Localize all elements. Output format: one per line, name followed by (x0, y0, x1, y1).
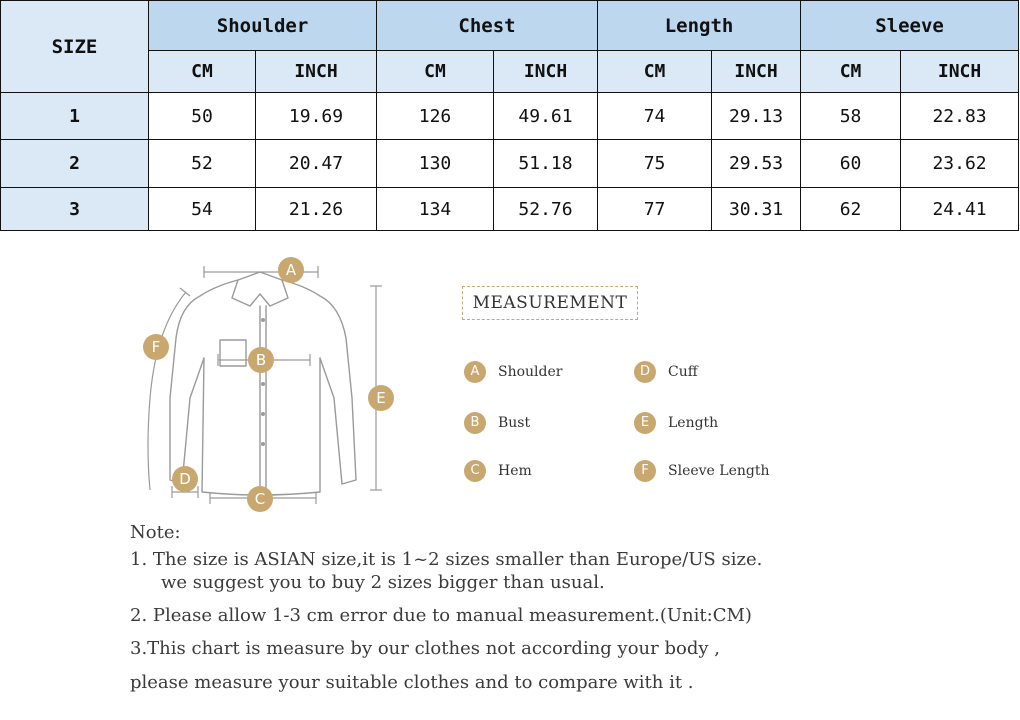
size-cell: 3 (1, 188, 149, 231)
value-cell: 19.69 (256, 93, 377, 140)
legend-badge: E (634, 412, 656, 434)
unit-inch: INCH (494, 51, 598, 93)
table-row (1, 140, 1019, 188)
value-cell: 52.76 (494, 188, 598, 231)
size-cell: 1 (1, 93, 149, 140)
value-cell: 52 (149, 140, 256, 188)
value-cell: 22.83 (901, 93, 1019, 140)
legend-item-length (634, 410, 718, 436)
legend-item-sleeve-length (634, 458, 770, 484)
header-chest: Chest (377, 1, 598, 51)
value-cell: 21.26 (256, 188, 377, 231)
legend-label: Cuff (668, 364, 698, 380)
size-header: SIZE (1, 1, 149, 93)
value-cell: 77 (598, 188, 712, 231)
value-cell: 58 (801, 93, 901, 140)
table-row (1, 188, 1019, 231)
note-line-1b: we suggest you to buy 2 sizes bigger than usual. (161, 572, 605, 593)
shirt-outline-icon (120, 248, 420, 518)
legend-item-cuff (634, 359, 698, 385)
legend-item-hem (464, 458, 532, 484)
badge-a: A (278, 257, 304, 283)
notes-heading: Note: (130, 522, 181, 543)
value-cell: 50 (149, 93, 256, 140)
table-row (1, 93, 1019, 140)
badge-e: E (368, 385, 394, 411)
value-cell: 126 (377, 93, 494, 140)
legend-label: Bust (498, 415, 531, 431)
legend-label: Length (668, 415, 719, 431)
value-cell: 51.18 (494, 140, 598, 188)
note-line-2: 2. Please allow 1-3 cm error due to manual measurement.(Unit:CM) (130, 605, 752, 626)
value-cell: 29.13 (712, 93, 801, 140)
badge-f: F (143, 334, 169, 360)
note-line-3: 3.This chart is measure by our clothes not according your body , (130, 638, 720, 659)
value-cell: 54 (149, 188, 256, 231)
legend-badge: B (464, 412, 486, 434)
unit-inch: INCH (712, 51, 801, 93)
unit-inch: INCH (901, 51, 1019, 93)
value-cell: 24.41 (901, 188, 1019, 231)
unit-cm: CM (149, 51, 256, 93)
value-cell: 29.53 (712, 140, 801, 188)
measurement-title: MEASUREMENT (462, 286, 638, 320)
unit-inch: INCH (256, 51, 377, 93)
legend-item-bust (464, 410, 530, 436)
value-cell: 20.47 (256, 140, 377, 188)
legend-badge: F (634, 460, 656, 482)
size-cell: 2 (1, 140, 149, 188)
badge-c: C (247, 486, 273, 512)
shirt-measurement-diagram (120, 248, 420, 518)
header-shoulder: Shoulder (149, 1, 377, 51)
value-cell: 134 (377, 188, 494, 231)
legend-badge: D (634, 361, 656, 383)
legend-label: Sleeve Length (668, 463, 770, 479)
unit-cm: CM (801, 51, 901, 93)
header-sleeve: Sleeve (801, 1, 1019, 51)
unit-cm: CM (377, 51, 494, 93)
value-cell: 130 (377, 140, 494, 188)
badge-d: D (172, 466, 198, 492)
value-cell: 60 (801, 140, 901, 188)
value-cell: 30.31 (712, 188, 801, 231)
legend-badge: A (464, 361, 486, 383)
legend-label: Hem (498, 463, 532, 479)
legend-label: Shoulder (498, 364, 563, 380)
note-line-1: 1. The size is ASIAN size,it is 1~2 sizes smaller than Europe/US size. (130, 549, 763, 570)
value-cell: 62 (801, 188, 901, 231)
size-chart-table (0, 0, 1019, 231)
value-cell: 75 (598, 140, 712, 188)
badge-b: B (248, 347, 274, 373)
value-cell: 49.61 (494, 93, 598, 140)
unit-cm: CM (598, 51, 712, 93)
legend-item-shoulder (464, 359, 562, 385)
legend-badge: C (464, 460, 486, 482)
value-cell: 23.62 (901, 140, 1019, 188)
value-cell: 74 (598, 93, 712, 140)
note-line-4: please measure your suitable clothes and to compare with it . (130, 672, 694, 693)
header-length: Length (598, 1, 801, 51)
